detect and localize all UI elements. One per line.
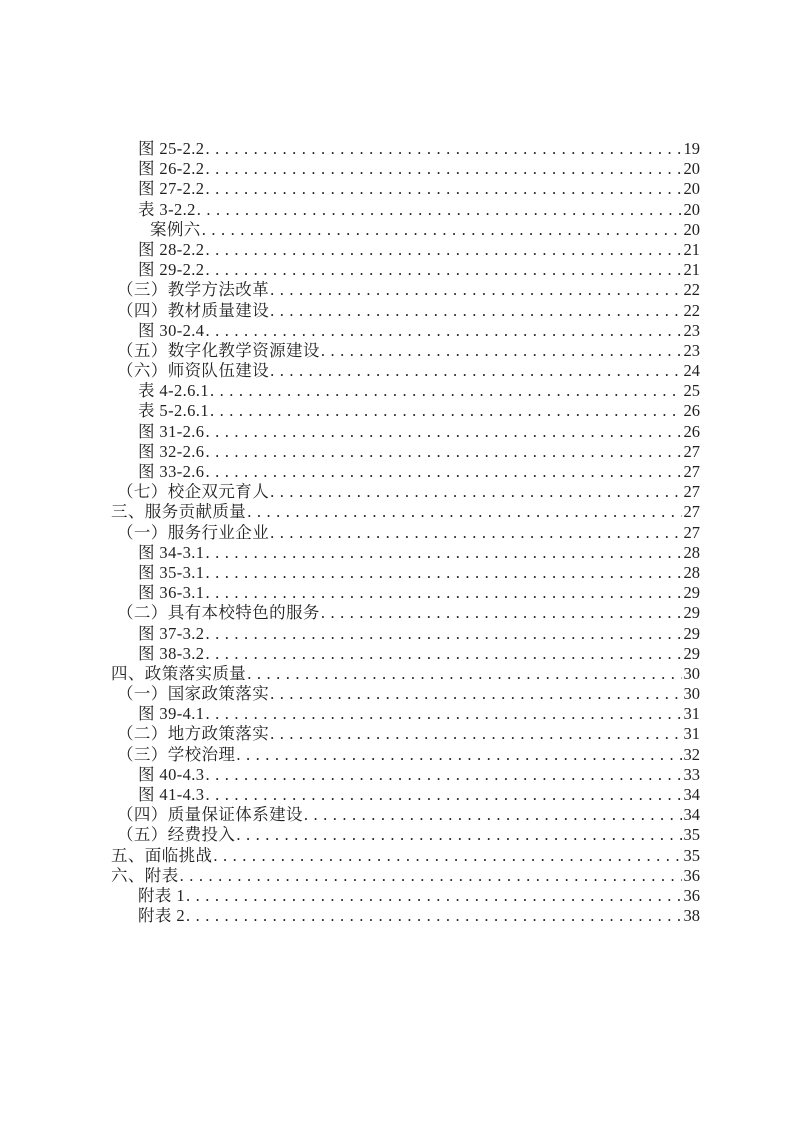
dot-leader <box>270 724 681 744</box>
toc-entry[interactable] <box>111 664 700 684</box>
dot-leader <box>270 301 681 321</box>
toc-entry[interactable] <box>111 200 700 220</box>
toc-entry[interactable] <box>111 765 700 785</box>
toc-entry[interactable] <box>111 139 700 159</box>
toc-entry[interactable] <box>111 301 700 321</box>
toc-entry-label: 图 31-2.6 <box>138 421 205 441</box>
toc-entry[interactable] <box>111 563 700 583</box>
toc-entry-page: 24 <box>683 361 700 381</box>
dot-leader <box>180 866 682 886</box>
toc-entry-label: （六）师资队伍建设 <box>117 361 270 381</box>
dot-leader <box>270 280 681 300</box>
toc-entry-page: 30 <box>683 663 700 683</box>
toc-entry-label: 图 41-4.3 <box>138 785 205 804</box>
toc-entry-page: 28 <box>683 542 700 562</box>
toc-entry[interactable] <box>111 401 700 421</box>
toc-entry-page: 27 <box>683 482 700 502</box>
dot-leader <box>270 684 681 704</box>
toc-entry-page: 20 <box>683 159 700 179</box>
dot-leader <box>205 644 681 664</box>
toc-entry-label: 图 28-2.2 <box>138 239 205 259</box>
dot-leader <box>236 825 681 845</box>
dot-leader <box>205 179 681 199</box>
toc-entry-label: 图 32-2.6 <box>138 441 205 461</box>
toc-entry[interactable] <box>111 745 700 765</box>
toc-entry-label: （四）教材质量建设 <box>117 300 270 320</box>
toc-entry[interactable] <box>111 280 700 300</box>
toc-entry-label: 附表 2 <box>138 906 185 926</box>
dot-leader <box>205 785 681 805</box>
toc-entry-label: （二）具有本校特色的服务 <box>117 603 320 623</box>
toc-entry-page: 26 <box>683 421 700 441</box>
toc-entry-page: 35 <box>683 845 700 865</box>
toc-entry[interactable] <box>111 321 700 341</box>
toc-entry[interactable] <box>111 341 700 361</box>
dot-leader <box>205 583 681 603</box>
dot-leader <box>205 240 681 260</box>
toc-entry-page: 34 <box>683 785 700 804</box>
toc-entry-label: 四、政策落实质量 <box>111 663 247 683</box>
toc-entry-label: 图 35-3.1 <box>138 562 205 582</box>
dot-leader <box>197 200 682 220</box>
toc-entry[interactable] <box>111 179 700 199</box>
dot-leader <box>304 805 682 825</box>
toc-entry-label: 图 27-2.2 <box>138 179 205 199</box>
toc-entry[interactable] <box>111 866 700 886</box>
dot-leader <box>205 765 681 785</box>
toc-entry[interactable] <box>111 240 700 260</box>
toc-entry-page: 32 <box>683 744 700 764</box>
toc-entry[interactable] <box>111 159 700 179</box>
dot-leader <box>186 906 682 926</box>
dot-leader <box>321 341 682 361</box>
toc-entry-page: 23 <box>683 340 700 360</box>
dot-leader <box>205 442 681 462</box>
toc-entry-page: 33 <box>683 764 700 784</box>
toc-entry[interactable] <box>111 906 700 926</box>
toc-entry[interactable] <box>111 381 700 401</box>
toc-entry-label: 图 39-4.1 <box>138 704 205 724</box>
toc-entry[interactable] <box>111 523 700 543</box>
toc-entry-label: （一）国家政策落实 <box>117 684 270 704</box>
toc-entry[interactable] <box>111 482 700 502</box>
dot-leader <box>205 462 681 482</box>
toc-entry-page: 22 <box>683 300 700 320</box>
toc-entry-label: （三）教学方法改革 <box>117 280 270 300</box>
toc-entry-page: 27 <box>683 441 700 461</box>
toc-entry-page: 20 <box>683 179 700 199</box>
dot-leader <box>270 523 681 543</box>
toc-entry-page: 20 <box>683 219 700 239</box>
toc-entry[interactable] <box>111 502 700 522</box>
toc-entry[interactable] <box>111 886 700 906</box>
toc-entry[interactable] <box>111 644 700 664</box>
toc-entry[interactable] <box>111 825 700 845</box>
toc-entry-page: 28 <box>683 562 700 582</box>
toc-entry-page: 30 <box>683 684 700 704</box>
dot-leader <box>247 664 681 684</box>
toc-entry-page: 19 <box>683 139 700 158</box>
toc-entry-label: （五）数字化教学资源建设 <box>117 340 320 360</box>
toc-entry[interactable] <box>111 724 700 744</box>
dot-leader <box>236 745 681 765</box>
toc-entry[interactable] <box>111 220 700 240</box>
toc-entry-label: 图 30-2.4 <box>138 320 205 340</box>
toc-entry-label: 图 29-2.2 <box>138 260 205 280</box>
toc-entry-page: 31 <box>683 724 700 744</box>
dot-leader <box>186 886 682 906</box>
toc-entry-page: 22 <box>683 280 700 300</box>
toc-entry-page: 36 <box>683 865 700 885</box>
toc-entry-page: 23 <box>683 320 700 340</box>
dot-leader <box>205 139 681 159</box>
dot-leader <box>205 704 681 724</box>
toc-entry-label: 五、面临挑战 <box>111 845 213 865</box>
dot-leader <box>270 361 681 381</box>
toc-entry-page: 20 <box>683 199 700 219</box>
toc-entry-page: 27 <box>683 462 700 481</box>
toc-entry-page: 36 <box>683 885 700 905</box>
toc-entry-label: 图 25-2.2 <box>138 139 205 158</box>
toc-entry-label: 附表 1 <box>138 885 185 905</box>
dot-leader <box>213 846 681 866</box>
toc-entry-label: 六、附表 <box>111 865 179 885</box>
toc-entry[interactable] <box>111 846 700 866</box>
toc-entry-page: 29 <box>683 583 700 603</box>
toc-entry[interactable] <box>111 260 700 280</box>
dot-leader <box>205 543 681 563</box>
toc-entry[interactable] <box>111 583 700 603</box>
toc-entry[interactable] <box>111 442 700 462</box>
toc-entry-page: 29 <box>683 623 700 643</box>
toc-entry-label: 图 37-3.2 <box>138 623 205 643</box>
toc-entry-page: 25 <box>683 381 700 401</box>
dot-leader <box>205 624 681 644</box>
toc-entry-label: 表 3-2.2 <box>138 199 196 219</box>
toc-entry[interactable] <box>111 422 700 442</box>
toc-entry-page: 27 <box>683 522 700 542</box>
toc-entry-label: 图 34-3.1 <box>138 542 205 562</box>
toc-entry-label: （七）校企双元育人 <box>117 482 270 502</box>
toc-entry-label: 表 4-2.6.1 <box>138 381 209 401</box>
toc-entry-label: （五）经费投入 <box>117 825 236 845</box>
toc-entry[interactable] <box>111 361 700 381</box>
dot-leader <box>210 381 682 401</box>
toc <box>111 139 700 926</box>
dot-leader <box>205 422 681 442</box>
toc-entry[interactable] <box>111 603 700 623</box>
dot-leader <box>210 401 682 421</box>
toc-entry-page: 29 <box>683 603 700 623</box>
toc-entry-label: 案例六 <box>150 219 201 239</box>
toc-entry[interactable] <box>111 624 700 644</box>
dot-leader <box>205 563 681 583</box>
dot-leader <box>205 260 681 280</box>
toc-entry-page: 27 <box>683 502 700 522</box>
toc-entry-page: 34 <box>683 805 700 825</box>
toc-entry-label: （一）服务行业企业 <box>117 522 270 542</box>
toc-entry-label: 图 36-3.1 <box>138 583 205 603</box>
toc-entry[interactable] <box>111 805 700 825</box>
toc-entry-page: 31 <box>683 704 700 724</box>
toc-entry-page: 21 <box>683 260 700 280</box>
toc-entry-label: 图 38-3.2 <box>138 643 205 663</box>
dot-leader <box>205 159 681 179</box>
toc-entry-page: 35 <box>683 825 700 845</box>
toc-entry[interactable] <box>111 462 700 482</box>
toc-entry-label: 图 26-2.2 <box>138 159 205 179</box>
toc-entry-label: （三）学校治理 <box>117 744 236 764</box>
dot-leader <box>202 220 682 240</box>
dot-leader <box>321 603 682 623</box>
toc-entry-label: 表 5-2.6.1 <box>138 401 209 421</box>
toc-entry-page: 21 <box>683 239 700 259</box>
toc-entry-page: 26 <box>683 401 700 421</box>
toc-entry-label: 图 33-2.6 <box>138 462 205 481</box>
dot-leader <box>205 321 681 341</box>
toc-entry-label: 三、服务贡献质量 <box>111 502 247 522</box>
dot-leader <box>270 482 681 502</box>
dot-leader <box>247 502 681 522</box>
toc-entry-page: 29 <box>683 643 700 663</box>
toc-entry-page: 38 <box>683 906 700 926</box>
toc-entry[interactable] <box>111 543 700 563</box>
toc-entry-label: 图 40-4.3 <box>138 764 205 784</box>
toc-entry[interactable] <box>111 704 700 724</box>
toc-entry[interactable] <box>111 785 700 805</box>
toc-entry-label: （二）地方政策落实 <box>117 724 270 744</box>
toc-entry-label: （四）质量保证体系建设 <box>117 805 303 825</box>
toc-entry[interactable] <box>111 684 700 704</box>
